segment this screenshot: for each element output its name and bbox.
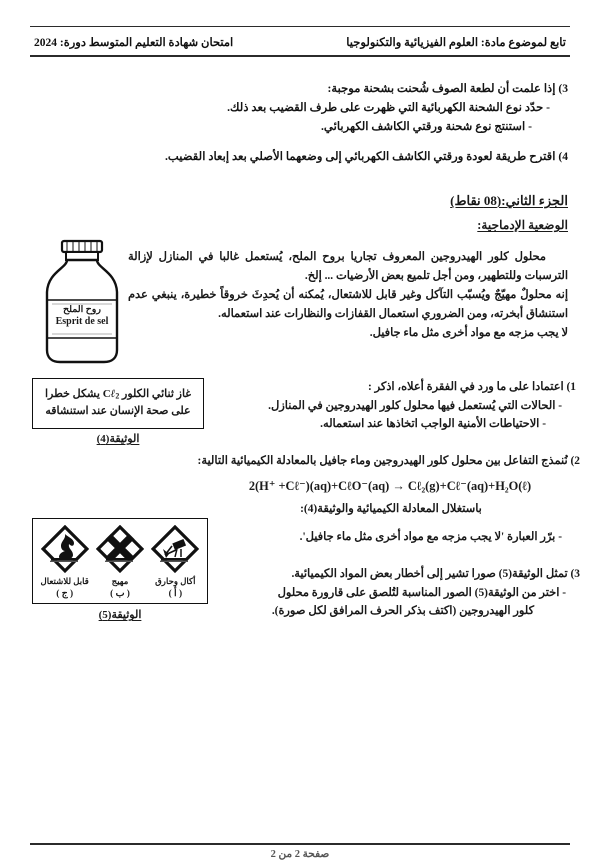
document-4-text-before: غاز ثنائي الكلور — [119, 388, 192, 400]
irritant-x-icon — [96, 525, 144, 573]
header-rule-top — [30, 26, 570, 27]
document-4-figure — [32, 378, 204, 445]
bottle-label-arabic: روح الملح — [63, 305, 101, 315]
corrosive-icon — [151, 525, 199, 573]
page-header — [34, 30, 566, 54]
situation-paragraph-2: إنه محلولٌ مهيّجٌ ويُسبّب التآكل وغير قابل للاشتعال، يُمكنه أن يُحدِثَ خروقاً خطيرة، ينبغي عدم استنشاق أبخرته، ومن الضروري استعمال القفازات والنظارات عند استعماله. — [128, 288, 568, 320]
dichlorine-formula: Cℓ2 — [102, 388, 120, 401]
situation-paragraph-block — [128, 248, 568, 343]
bottle-label-french: Esprit de sel — [55, 315, 109, 327]
question-2-instruction: باستغلال المعادلة الكيميائية والوثيقة(4): — [300, 503, 482, 515]
footer-rule — [30, 843, 570, 845]
question-2-item-a-block — [202, 528, 580, 547]
part-one-tail-block — [138, 80, 568, 136]
situation-paragraph-1: محلول كلور الهيدروجين المعروف تجاريا بروح الملح، يُستعمل غالبا في المنازل لإزالة الترسبات وللتطهير، ومن أجل تلميع بعض الأرضيات ... إلخ. — [128, 251, 568, 282]
pictogram-irritant-name: مهيج — [111, 576, 129, 586]
question-1-block — [204, 378, 576, 434]
pictogram-irritant-letter: ( ب ) — [110, 589, 130, 600]
question-2-followup-block — [202, 500, 580, 519]
pictogram-row — [37, 525, 203, 599]
pictogram-flammable-name: قابل للاشتعال — [40, 576, 89, 586]
question-3: 3) إذا علمت أن لطعة الصوف شُحنت بشحنة موجبة: — [327, 82, 568, 95]
document-5-caption: الوثيقة(5) — [98, 609, 142, 622]
part-two-heading — [450, 192, 568, 210]
document-4-text-after: يشكل خطرا — [44, 388, 103, 400]
document-5-figure — [32, 518, 208, 621]
question-2-item-a: - برّر العبارة 'لا يجب مزجه مع مواد أخرى مثل ماء جافيل'. — [299, 531, 562, 543]
integration-situation-heading-text: الوضعية الإدماجية: — [477, 218, 568, 232]
document-4-line-1 — [39, 386, 197, 403]
header-rule-bottom — [30, 55, 570, 57]
question-3-block-part2 — [202, 565, 580, 621]
document-4-line-2: على صحة الإنسان عند استنشاقه — [45, 405, 191, 418]
pictogram-irritant — [94, 525, 146, 599]
question-3-item-a: - حدّد نوع الشحنة الكهربائية التي ظهرت على طرف القضيب بعد ذلك. — [227, 100, 550, 114]
question-3-item-b: - استنتج نوع شحنة ورقتي الكاشف الكهربائي. — [321, 119, 532, 133]
question-1: 1) اعتمادا على ما ورد في الفقرة أعلاه، اذكر : — [367, 381, 576, 393]
footer-page-number: صفحة 2 من 2 — [270, 849, 330, 860]
question-1-item-b: - الاحتياطات الأمنية الواجب اتخاذها عند استعماله. — [320, 418, 546, 431]
part-two-heading-text: الجزء الثاني:(08 نقاط) — [450, 193, 568, 208]
part-one-question-4-block — [120, 148, 568, 167]
document-4-box — [32, 378, 204, 429]
integration-situation-heading — [477, 216, 568, 234]
question-4: 4) اقترح طريقة لعودة ورقتي الكاشف الكهربائي إلى وضعهما الأصلي بعد إبعاد القضيب. — [164, 150, 568, 163]
pictogram-corrosive-name: أكال وحارق — [155, 576, 196, 586]
question-3-item-a-part2: - اختر من الوثيقة(5) الصور المناسبة لتُلصق على قارورة محلول — [277, 586, 566, 599]
salt-spirit-bottle-figure — [34, 238, 130, 366]
chemical-equation: 2(H⁺ +Cℓ⁻)(aq)+CℓO⁻(aq) → Cℓ₂(g)+Cℓ⁻(aq)+H₂O(ℓ) — [248, 479, 532, 493]
document-4-caption: الوثيقة(4) — [96, 433, 140, 446]
header-subject-text: تابع لموضوع مادة: العلوم الفيزيائية والتكنولوجيا — [346, 37, 566, 49]
question-2-block — [197, 452, 580, 471]
situation-paragraph-3: لا يجب مزجه مع مواد أخرى مثل ماء جافيل. — [369, 326, 568, 339]
flame-icon — [41, 525, 89, 573]
pictogram-corrosive — [149, 525, 201, 599]
question-2: 2) نُنمذج التفاعل بين محلول كلور الهيدروجين وماء جافيل بالمعادلة الكيميائية التالية: — [197, 455, 580, 467]
pictogram-flammable — [39, 525, 91, 599]
question-3-part2: 3) تمثل الوثيقة(5) صورا تشير إلى أخطار بعض المواد الكيميائية. — [291, 568, 580, 580]
question-3-item-b-part2: كلور الهيدروجين (اكتف بذكر الحرف المرافق لكل صورة). — [271, 605, 534, 618]
pictogram-corrosive-letter: ( أ ) — [168, 589, 183, 600]
question-1-item-a: - الحالات التي يُستعمل فيها محلول كلور الهيدروجين في المنازل. — [268, 399, 562, 412]
document-5-box — [32, 518, 208, 604]
pictogram-flammable-letter: ( ج ) — [56, 589, 74, 600]
header-exam-text: امتحان شهادة التعليم المتوسط دورة: 2024 — [34, 37, 234, 49]
